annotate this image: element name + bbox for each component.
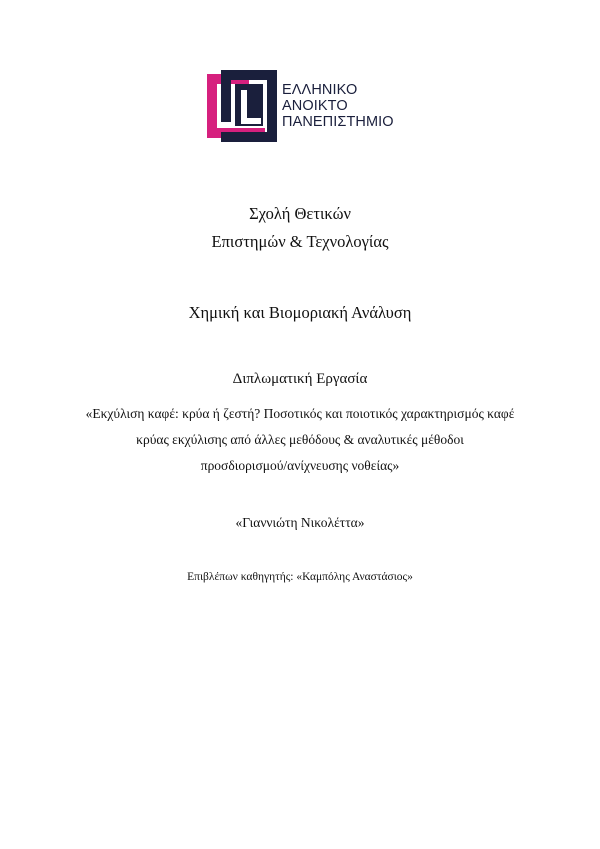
logo-text-line: ΠΑΝΕΠΙΣΤΗΜΙΟ [282, 114, 394, 130]
supervisor-line: Επιβλέπων καθηγητής: «Καμπόλης Αναστάσιος» [187, 571, 413, 583]
university-logo [207, 70, 397, 144]
thesis-title-line: «Εκχύλιση καφέ: κρύα ή ζεστή? Ποσοτικός και ποιοτικός χαρακτηρισμός καφέ [85, 406, 515, 421]
author-name: «Γιαννιώτη Νικολέττα» [235, 515, 365, 530]
logo-text-line: ΑΝΟΙΚΤΟ [282, 98, 348, 114]
thesis-title-line: κρύας εκχύλισης από άλλες μεθόδους & αναλυτικές μέθοδοι [136, 432, 464, 447]
thesis-title [0, 401, 600, 479]
school-name [0, 200, 600, 256]
program-name: Χημική και Βιομοριακή Ανάλυση [188, 303, 412, 322]
logo-text-line: ΕΛΛΗΝΙΚΟ [282, 82, 358, 98]
school-name-line-2: Επιστημών & Τεχνολογίας [211, 232, 389, 251]
thesis-type: Διπλωματική Εργασία [232, 371, 368, 387]
school-name-line-1: Σχολή Θετικών [249, 204, 351, 223]
thesis-title-line: προσδιορισμού/ανίχνευσης νοθείας» [200, 458, 400, 473]
eap-logo-mark-icon [207, 70, 277, 142]
logo-wordmark [282, 82, 394, 130]
